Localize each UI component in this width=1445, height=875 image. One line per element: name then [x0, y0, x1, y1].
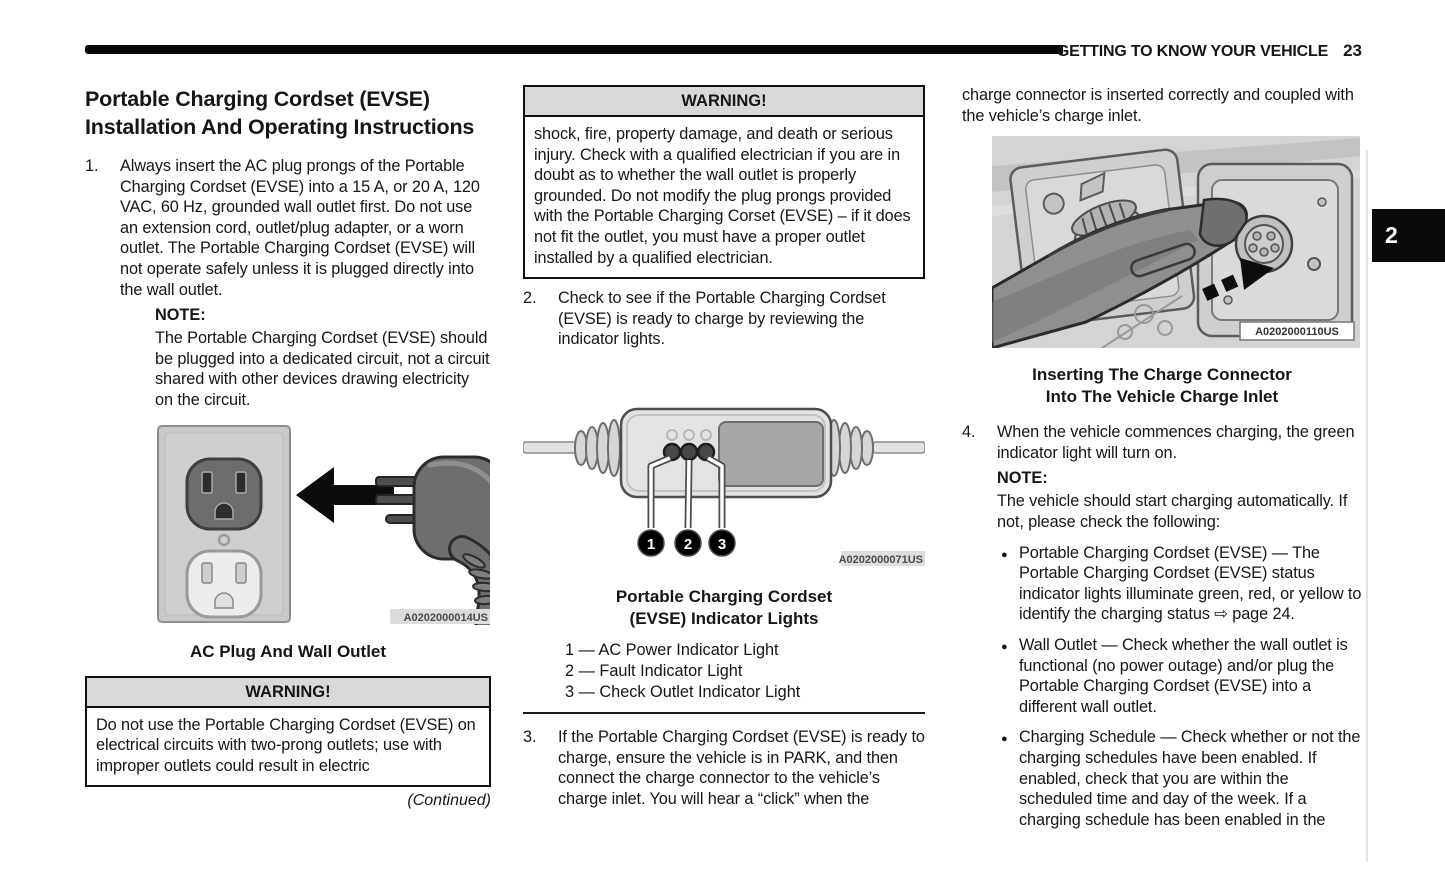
chapter-tab-number: 2: [1385, 222, 1398, 248]
figure-caption-line2: Into The Vehicle Charge Inlet: [1045, 387, 1279, 407]
list-item-text: Wall Outlet — Check whether the wall outlet is functional (no power outage) and/or plug the Portable Charging Cordset (EVSE) into a different wall outlet.: [1019, 635, 1348, 716]
page-edge-line: [1366, 150, 1368, 862]
step-number: 3.: [523, 727, 537, 746]
list-item-text: Portable Charging Cordset (EVSE) — The Portable Charging Cordset (EVSE) status indicator lights illuminate green, red, or yellow to identify the charging status ⇨ page 24.: [1019, 543, 1362, 624]
column-3: [962, 85, 1362, 842]
bullet-icon: [1001, 543, 1019, 625]
warning-text: Do not use the Portable Charging Cordset (EVSE) on electrical circuits with two-prong outlets; use with improper outlets could result in electric: [96, 715, 476, 775]
page-header: [1056, 41, 1362, 61]
figure-charge-connector-inlet: [992, 136, 1360, 348]
figure-caption-line1: Inserting The Charge Connector: [1032, 365, 1292, 385]
continued-label: (Continued): [407, 792, 491, 810]
warning-title: WARNING!: [87, 678, 489, 708]
step-text: Check to see if the Portable Charging Cordset (EVSE) is ready to charge by reviewing the indicator lights.: [558, 289, 886, 349]
figure-caption-line2: (EVSE) Indicator Lights: [629, 608, 819, 628]
legend-item: 3 — Check Outlet Indicator Light: [565, 682, 801, 701]
legend-item: 1 — AC Power Indicator Light: [565, 640, 779, 659]
callout-number-3: 3: [717, 535, 727, 553]
note-label: NOTE:: [155, 306, 206, 325]
figure-code: A0202000014US: [403, 611, 488, 624]
step-number: 2.: [523, 289, 537, 308]
section-title: GETTING TO KNOW YOUR VEHICLE: [1056, 43, 1329, 60]
figure-caption: AC Plug And Wall Outlet: [189, 641, 387, 661]
figure-caption-line1: Portable Charging Cordset: [615, 586, 833, 606]
callout-number-2: 2: [683, 535, 693, 553]
figure-ac-plug-wall-outlet: [90, 423, 490, 625]
header-rule: [85, 45, 1063, 54]
page-title: [85, 85, 491, 141]
bullet-icon: [1001, 635, 1019, 717]
instruction-step-3: [523, 727, 925, 809]
note-label: NOTE:: [997, 469, 1048, 488]
instruction-step-1: [85, 156, 491, 411]
warning-title: WARNING!: [525, 87, 923, 117]
page-title-line1: Portable Charging Cordset (EVSE): [85, 87, 430, 111]
charge-connector-illustration: [992, 136, 1360, 348]
note-block: [155, 306, 491, 410]
note-text: The vehicle should start charging automatically. If not, please check the following:: [997, 492, 1348, 531]
warning-box: [85, 676, 491, 788]
step-number: 4.: [962, 423, 976, 442]
figure-code: A0202000071US: [838, 553, 923, 566]
column-2: [523, 85, 925, 821]
legend-divider: [523, 712, 925, 714]
figure-legend: [565, 640, 925, 703]
note-text: The Portable Charging Cordset (EVSE) should be plugged into a dedicated circuit, not a circuit shared with other devices drawing electricity on the circuit.: [155, 329, 490, 409]
warning-box: [523, 85, 925, 279]
bullet-icon: [1001, 727, 1019, 830]
figure-caption: [962, 364, 1362, 408]
evse-indicator-lights-illustration: [523, 402, 925, 574]
step-text: Always insert the AC plug prongs of the Portable Charging Cordset (EVSE) into a 15 A, or 20 A, 120 VAC, 60 Hz, grounded wall outlet first. Do not use an extension cord, outlet/plug adapter, or a worn outlet. The Portable Charging Cordset (EVSE) will not operate safely unless it is plugged directly into the wall outlet.: [120, 157, 480, 299]
ac-plug-wall-outlet-illustration: [90, 423, 490, 625]
step-text: If the Portable Charging Cordset (EVSE) is ready to charge, ensure the vehicle is in PARK, and then connect the charge connector to the vehicle’s charge inlet. You will hear a “click” when the: [558, 727, 925, 808]
list-item: [1001, 635, 1362, 717]
continuation-text: charge connector is inserted correctly and coupled with the vehicle’s charge inlet.: [962, 86, 1354, 125]
instruction-step-2: [523, 288, 925, 350]
column-1: [85, 85, 491, 810]
legend-item: 2 — Fault Indicator Light: [565, 661, 743, 680]
check-list: [1001, 543, 1362, 831]
step-text: When the vehicle commences charging, the green indicator light will turn on.: [997, 423, 1355, 462]
figure-code: A0202000110US: [1255, 326, 1339, 339]
callout-number-1: 1: [646, 535, 656, 553]
page-title-line2: Installation And Operating Instructions: [85, 115, 475, 139]
warning-text: shock, fire, property damage, and death or serious injury. Check with a qualified electrician if you are in doubt as to whether the wall outlet is properly grounded. Do not modify the plug prongs provided with the Portable Charging Corset (EVSE) – if it does not fit the outlet, you must have a proper outlet installed by a qualified electrician.: [534, 125, 911, 267]
figure-evse-indicator-lights: [523, 402, 925, 574]
list-item: [1001, 543, 1362, 625]
page-number: 23: [1343, 41, 1362, 60]
step-number: 1.: [85, 157, 99, 175]
chapter-tab: [1372, 209, 1445, 262]
list-item-text: Charging Schedule — Check whether or not the charging schedules have been enabled. If enabled, check that you are within the scheduled time and day of the week. If a charging schedule has been enabled in the: [1019, 728, 1361, 829]
note-block: [997, 469, 1362, 532]
figure-caption: [523, 586, 925, 630]
instruction-step-4: [962, 422, 1362, 830]
list-item: [1001, 727, 1362, 830]
